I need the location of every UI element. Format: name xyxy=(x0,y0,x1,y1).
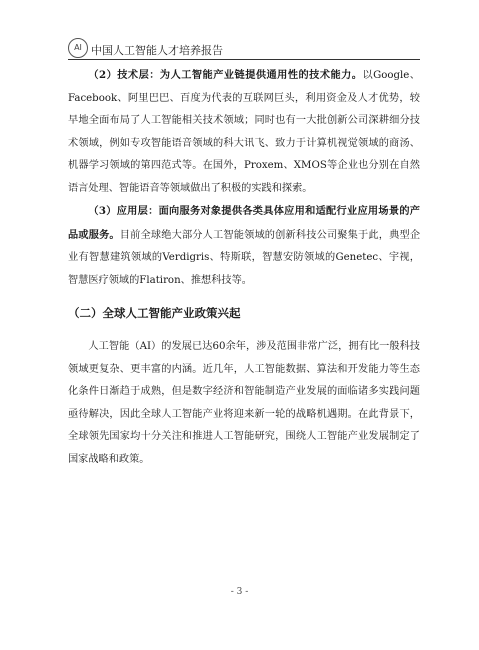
report-title: 中国人工智能人才培养报告 xyxy=(91,44,223,57)
app-layer-paragraph xyxy=(68,200,420,292)
app-layer-lead: （3）应用层：面向服务对象提供各类具体应用和适配行业应用场景的产品或服务。 xyxy=(68,205,420,241)
app-layer-body: 目前全球绝大部分人工智能领域的创新科技公司聚集于此，典型企业有智慧建筑领域的Verdigris、特斯联，智慧安防领域的Genetec、宇视，智慧医疗领域的Flatiron、推想科技等。 xyxy=(68,229,421,286)
policy-paragraph: 人工智能（AI）的发展已达60余年，涉及范围非常广泛，拥有比一般科技领域更复杂、更丰富的内涵。近几年，人工智能数据、算法和开发能力等生态化条件日渐趋于成熟，但是数字经济和智能制造产业发展的面临诸多实践问题亟待解决，因此全球人工智能产业将迎来新一轮的战略机遇期。在此背景下，全球领先国家均十分关注和推进人工智能研究，围绕人工智能产业发展制定了国家战略和政策。 xyxy=(68,341,420,465)
section-heading: （二）全球人工智能产业政策兴起 xyxy=(68,306,241,320)
page-header xyxy=(68,38,420,60)
header-divider xyxy=(68,59,420,60)
tech-layer-lead: （2）技术层：为人工智能产业链提供通用性的技术能力。 xyxy=(88,69,363,81)
page-content xyxy=(68,64,420,471)
tech-layer-body: 以Google、Facebook、阿里巴巴、百度为代表的互联网巨头，利用资金及人才优势，较早地全面布局了人工智能相关技术领域；同时也有一大批创新公司深耕细分技术领域，例如专攻智能语音领域的科大讯飞、致力于计算机视觉领域的商汤、机器学习领域的第四范式等。在国外，Proxem、XMOS等企业也分别在自然语言处理、智能语音等领域做出了积极的实践和探索。 xyxy=(68,70,420,194)
page-number: - 3 - xyxy=(230,587,249,597)
ai-logo-icon: AI xyxy=(68,38,88,58)
tech-layer-paragraph xyxy=(68,64,420,200)
